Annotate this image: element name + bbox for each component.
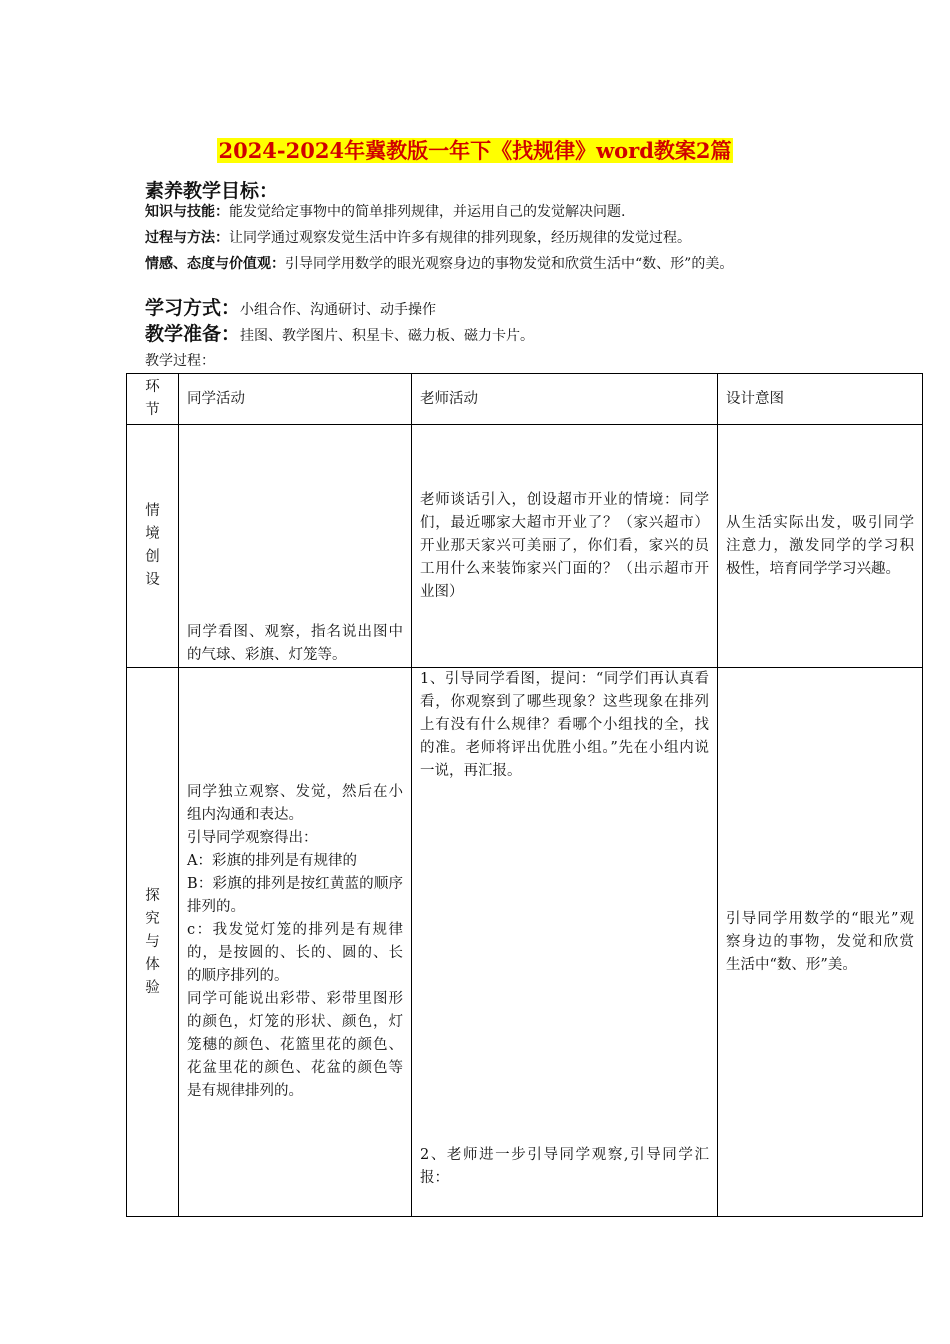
goal-label: 知识与技能： [145, 204, 229, 220]
method-label: 学习方式： [145, 297, 241, 319]
header-student: 同学活动 [179, 374, 412, 425]
row-stage: 情境创设 [127, 425, 179, 668]
row-stage: 探究与体验 [127, 668, 179, 1217]
row-student: 同学独立观察、发觉，然后在小组内沟通和表达。 引导同学观察得出： A：彩旗的排列是有规律的 B：彩旗的排列是按红黄蓝的顺序排列的。 c：我发觉灯笼的排列是有规律的，是按圆的、长的、圆的、长的顺序排列的。 同学可能说出彩带、彩带里图形的颜色，灯笼的形状、颜色，灯笼穗的颜色、花篮里花的颜色、花盆里花的颜色、花盆的颜色等是有规律排列的。 [179, 668, 412, 1217]
goal-label: 情感、态度与价值观： [145, 256, 285, 272]
row-teacher [412, 668, 718, 1217]
row-intent: 引导同学用数学的“眼光”观察身边的事物，发觉和欣赏生活中“数、形”美。 [718, 668, 923, 1217]
goal-knowledge [145, 202, 805, 222]
row-student: 同学看图、观察，指名说出图中的气球、彩旗、灯笼等。 [179, 425, 412, 668]
goal-text: 能发觉给定事物中的简单排列规律，并运用自己的发觉解决问题. [229, 204, 626, 220]
goal-emotion [145, 254, 805, 274]
method-text: 小组合作、沟通研讨、动手操作 [240, 302, 437, 318]
lesson-table [126, 373, 923, 1217]
teacher-step-2: 2、老师进一步引导同学观察,引导同学汇报： [420, 1147, 709, 1186]
goal-process [145, 228, 805, 248]
header-teacher: 老师活动 [412, 374, 718, 425]
document-title: 2024-2024年冀教版一年下《找规律》word教案2篇 [218, 138, 732, 163]
row-intent: 从生活实际出发，吸引同学注意力，激发同学的学习积极性，培育同学学习兴趣。 [718, 425, 923, 668]
prep-text: 挂图、教学图片、积星卡、磁力板、磁力卡片。 [240, 328, 535, 344]
goal-text: 让同学通过观察发觉生活中许多有规律的排列现象，经历规律的发觉过程。 [229, 230, 691, 246]
goals-heading: 素养教学目标： [145, 180, 279, 202]
header-stage: 环节 [127, 374, 179, 425]
goal-label: 过程与方法： [145, 230, 229, 246]
table-header-row [127, 374, 923, 425]
teacher-step-1: 1、引导同学看图，提问：“同学们再认真看看，你观察到了哪些现象？这些现象在排列上有没有什么规律？看哪个小组找的全，找的准。老师将评出优胜小组。”先在小组内说一说，再汇报。 [420, 671, 709, 779]
prep-label: 教学准备： [145, 323, 241, 345]
header-intent: 设计意图 [718, 374, 923, 425]
row-teacher: 老师谈话引入，创设超市开业的情境：同学们，最近哪家大超市开业了？（家兴超市）开业那天家兴可美丽了，你们看，家兴的员工用什么来装饰家兴门面的？（出示超市开业图） [412, 425, 718, 668]
learning-method [145, 298, 845, 320]
process-label: 教学过程： [145, 353, 215, 369]
table-row [127, 668, 923, 1217]
table-row [127, 425, 923, 668]
goal-text: 引导同学用数学的眼光观察身边的事物发觉和欣赏生活中“数、形”的美。 [285, 256, 734, 272]
teaching-prep [145, 324, 845, 346]
